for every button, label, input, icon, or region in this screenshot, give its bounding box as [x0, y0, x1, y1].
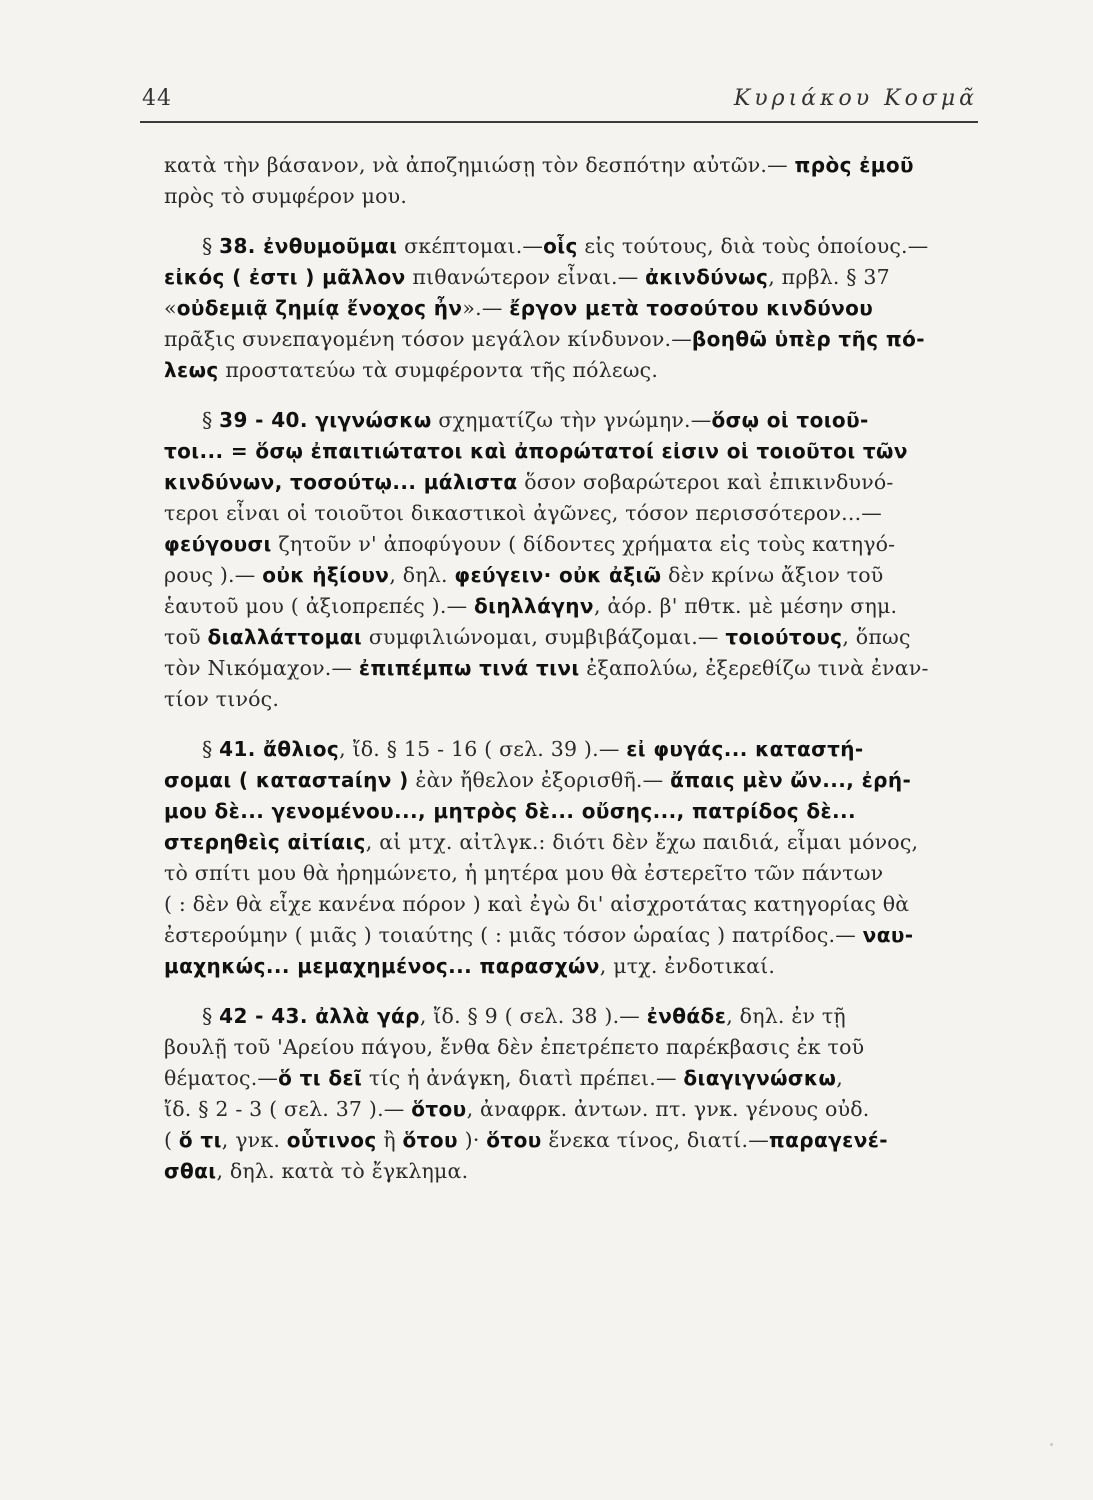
- text-line: [164, 1094, 996, 1125]
- gloss: συμφιλιώνομαι, συμβιβάζομαι.—: [362, 625, 726, 649]
- gloss: §: [202, 234, 220, 258]
- gloss: , ἴδ. § 15 - 16 ( σελ. 39 ).—: [339, 737, 627, 761]
- text-line: [164, 734, 996, 765]
- lemma: στερηθεὶς αἰτίαις: [164, 830, 366, 854]
- commentary-text: [164, 150, 996, 1187]
- lemma: διαλλάττομαι: [207, 625, 363, 649]
- gloss: σκέπτομαι.—: [397, 234, 544, 258]
- gloss: ἐὰν ἤθελον ἐξορισθῆ.—: [408, 768, 671, 792]
- gloss: )·: [457, 1128, 487, 1152]
- text-line: [164, 1156, 996, 1187]
- page-number: 44: [142, 86, 172, 111]
- gloss: , δηλ. κατὰ τὸ ἔγκλημα.: [216, 1159, 469, 1183]
- gloss: ὅσον σοβαρώτεροι καὶ ἐπικινδυνό-: [517, 470, 894, 494]
- text-line: [164, 405, 996, 436]
- lemma: ὅτου: [402, 1128, 458, 1152]
- lemma: κινδύνων, τοσούτῳ... μάλιστα: [164, 470, 518, 494]
- gloss: σχηματίζω τὴν γνώμην.—: [431, 408, 712, 432]
- text-line: [164, 951, 996, 982]
- lemma: οὗτινος: [286, 1128, 377, 1152]
- text-line: [164, 436, 996, 467]
- lemma: 41. ἄθλιος: [219, 737, 340, 761]
- text-line: [164, 560, 996, 591]
- lemma: μου δὲ... γενομένου..., μητρὸς δὲ... οὔσης..., πατρίδος δὲ...: [164, 799, 857, 823]
- gloss: ,: [836, 1066, 843, 1090]
- text-line: [164, 796, 996, 827]
- text-line: [164, 231, 996, 262]
- gloss: ἕνεκα τίνος, διατί.—: [541, 1128, 769, 1152]
- text-line: [164, 355, 996, 386]
- lemma: μαχηκώς... μεμαχημένος... παρασχών: [164, 954, 600, 978]
- lemma: ἔργον μετὰ τοσούτου κινδύνου: [509, 296, 874, 320]
- text-line: [164, 765, 996, 796]
- lemma: φεύγειν· οὐκ ἀξιῶ: [454, 563, 662, 587]
- lemma: ὅτου: [486, 1128, 542, 1152]
- text-line: [164, 529, 996, 560]
- lemma: ὅσῳ οἱ τοιοῦ-: [711, 408, 869, 432]
- lemma: εἰ φυγάς... καταστή-: [626, 737, 864, 761]
- lemma: ναυ-: [862, 923, 914, 947]
- lemma: διηλλάγην: [474, 594, 594, 618]
- lemma: ἐπιπέμπω τινά τινι: [358, 656, 580, 680]
- lemma: βοηθῶ ὑπὲρ τῆς πό-: [691, 327, 925, 351]
- gloss: ἐξαπολύω, ἐξερεθίζω τινὰ ἐναν-: [579, 656, 929, 680]
- gloss: ρους ).—: [164, 563, 263, 587]
- text-line: [164, 653, 996, 684]
- gloss: ἴδ. § 2 - 3 ( σελ. 37 ).—: [164, 1097, 412, 1121]
- lemma: πρὸς ἐμοῦ: [794, 153, 914, 177]
- text-line: [164, 181, 996, 212]
- text-line: [164, 324, 996, 355]
- gloss: , δηλ. ἐν τῇ: [726, 1004, 846, 1028]
- header-rule: [140, 121, 978, 123]
- gloss: τοῦ: [164, 625, 208, 649]
- gloss: ( : δὲν θὰ εἶχε κανένα πόρον ) καὶ ἐγὼ δι' αἰσχροτάτας κατηγορίας θὰ: [164, 892, 910, 916]
- text-line: [164, 467, 996, 498]
- lemma: οὐκ ἠξίουν: [262, 563, 390, 587]
- lemma: ἀκινδύνως: [645, 265, 769, 289]
- lemma: 39 - 40. γιγνώσκω: [219, 408, 432, 432]
- gloss: τεροι εἶναι οἱ τοιοῦτοι δικαστικοὶ ἀγῶνες, τόσον περισσότερον...—: [164, 501, 882, 525]
- text-line: [164, 1001, 996, 1032]
- lemma: ὅ τι δεῖ: [278, 1066, 363, 1090]
- running-head: [142, 86, 978, 112]
- lemma: διαγιγνώσκω: [683, 1066, 837, 1090]
- lemma: ἄπαις μὲν ὤν..., ἐρή-: [670, 768, 912, 792]
- lemma: εἰκός ( ἐστι ) μᾶλλον: [164, 265, 406, 289]
- text-line: [164, 622, 996, 653]
- lemma: ἐνθάδε: [646, 1004, 727, 1028]
- gloss: , ἴδ. § 9 ( σελ. 38 ).—: [419, 1004, 647, 1028]
- text-line: [164, 1032, 996, 1063]
- gloss: βουλῇ τοῦ 'Αρείου πάγου, ἔνθα δὲν ἐπετρέπετο παρέκβασις ἐκ τοῦ: [164, 1035, 865, 1059]
- gloss: , πρβλ. § 37: [768, 265, 890, 289]
- lemma: λεως: [164, 358, 219, 382]
- gloss: πρᾶξις συνεπαγομένη τόσον μεγάλον κίνδυνον.—: [164, 327, 692, 351]
- gloss: , μτχ. ἐνδοτικαί.: [599, 954, 776, 978]
- lemma: τοιούτους: [725, 625, 843, 649]
- text-line: [164, 1063, 996, 1094]
- text-line: [164, 889, 996, 920]
- gloss: ἢ: [376, 1128, 403, 1152]
- gloss: , γνκ.: [221, 1128, 287, 1152]
- lemma: οἷς: [543, 234, 578, 258]
- gloss: §: [202, 408, 220, 432]
- gloss: θέματος.—: [164, 1066, 279, 1090]
- text-line: [164, 293, 996, 324]
- text-line: [164, 262, 996, 293]
- gloss: τίς ἡ ἀνάγκη, διατὶ πρέπει.—: [362, 1066, 684, 1090]
- lemma: παραγενέ-: [768, 1128, 888, 1152]
- gloss: τὸ σπίτι μου θὰ ἠρημώνετο, ἡ μητέρα μου θὰ ἐστερεῖτο τῶν πάντων: [164, 861, 884, 885]
- scan-speck: [1050, 1443, 1053, 1446]
- running-title: Κυριάκου Κοσμᾶ: [733, 86, 978, 111]
- lemma: 38. ἐνθυμοῦμαι: [219, 234, 398, 258]
- text-line: [164, 1125, 996, 1156]
- text-line: [164, 591, 996, 622]
- gloss: ζητοῦν ν' ἀποφύγουν ( δίδοντες χρήματα εἰς τοὺς κατηγό-: [271, 532, 896, 556]
- lemma: τοι... = ὅσῳ ἐπαιτιώτατοι καὶ ἀπορώτατοί εἰσιν οἱ τοιοῦτοι τῶν: [164, 439, 908, 463]
- gloss: (: [164, 1128, 179, 1152]
- text-line: [164, 827, 996, 858]
- text-line: [164, 858, 996, 889]
- lemma: σθαι: [164, 1159, 217, 1183]
- gloss: §: [202, 737, 220, 761]
- gloss: §: [202, 1004, 220, 1028]
- gloss: πρὸς τὸ συμφέρον μου.: [164, 184, 408, 208]
- gloss: εἰς τούτους, διὰ τοὺς ὁποίους.—: [577, 234, 929, 258]
- text-line: [164, 498, 996, 529]
- lemma: ὅ τι: [178, 1128, 222, 1152]
- lemma: φεύγουσι: [164, 532, 272, 556]
- lemma: 42 - 43. ἀλλὰ γάρ: [219, 1004, 420, 1028]
- gloss: , ὅπως: [842, 625, 911, 649]
- gloss: πιθανώτερον εἶναι.—: [405, 265, 646, 289]
- gloss: ».—: [462, 296, 510, 320]
- gloss: ἑαυτοῦ μου ( ἀξιοπρεπές ).—: [164, 594, 475, 618]
- lemma: σομαι ( καταστaίην ): [164, 768, 409, 792]
- gloss: , ἀόρ. β' πθτκ. μὲ μέσην σημ.: [593, 594, 898, 618]
- text-line: [164, 684, 996, 715]
- gloss: ἐστερούμην ( μιᾶς ) τοιαύτης ( : μιᾶς τόσον ὡραίας ) πατρίδος.—: [164, 923, 863, 947]
- gloss: κατὰ τὴν βάσανον, νὰ ἀποζημιώσῃ τὸν δεσπότην αὐτῶν.—: [164, 153, 795, 177]
- gloss: , ἀναφρκ. ἀντων. πτ. γνκ. γένους οὐδ.: [466, 1097, 870, 1121]
- gloss: τίον τινός.: [164, 687, 280, 711]
- gloss: προστατεύω τὰ συμφέροντα τῆς πόλεως.: [218, 358, 659, 382]
- gloss: , αἱ μτχ. αἰτλγκ.: διότι δὲν ἔχω παιδιά, εἶμαι μόνος,: [365, 830, 919, 854]
- text-line: [164, 920, 996, 951]
- gloss: «: [164, 296, 177, 320]
- gloss: τὸν Νικόμαχον.—: [164, 656, 359, 680]
- lemma: οὐδεμιᾷ ζημίᾳ ἔνοχος ἦν: [176, 296, 463, 320]
- text-line: [164, 150, 996, 181]
- gloss: δὲν κρίνω ἄξιον τοῦ: [661, 563, 884, 587]
- lemma: ὅτου: [411, 1097, 467, 1121]
- gloss: , δηλ.: [389, 563, 455, 587]
